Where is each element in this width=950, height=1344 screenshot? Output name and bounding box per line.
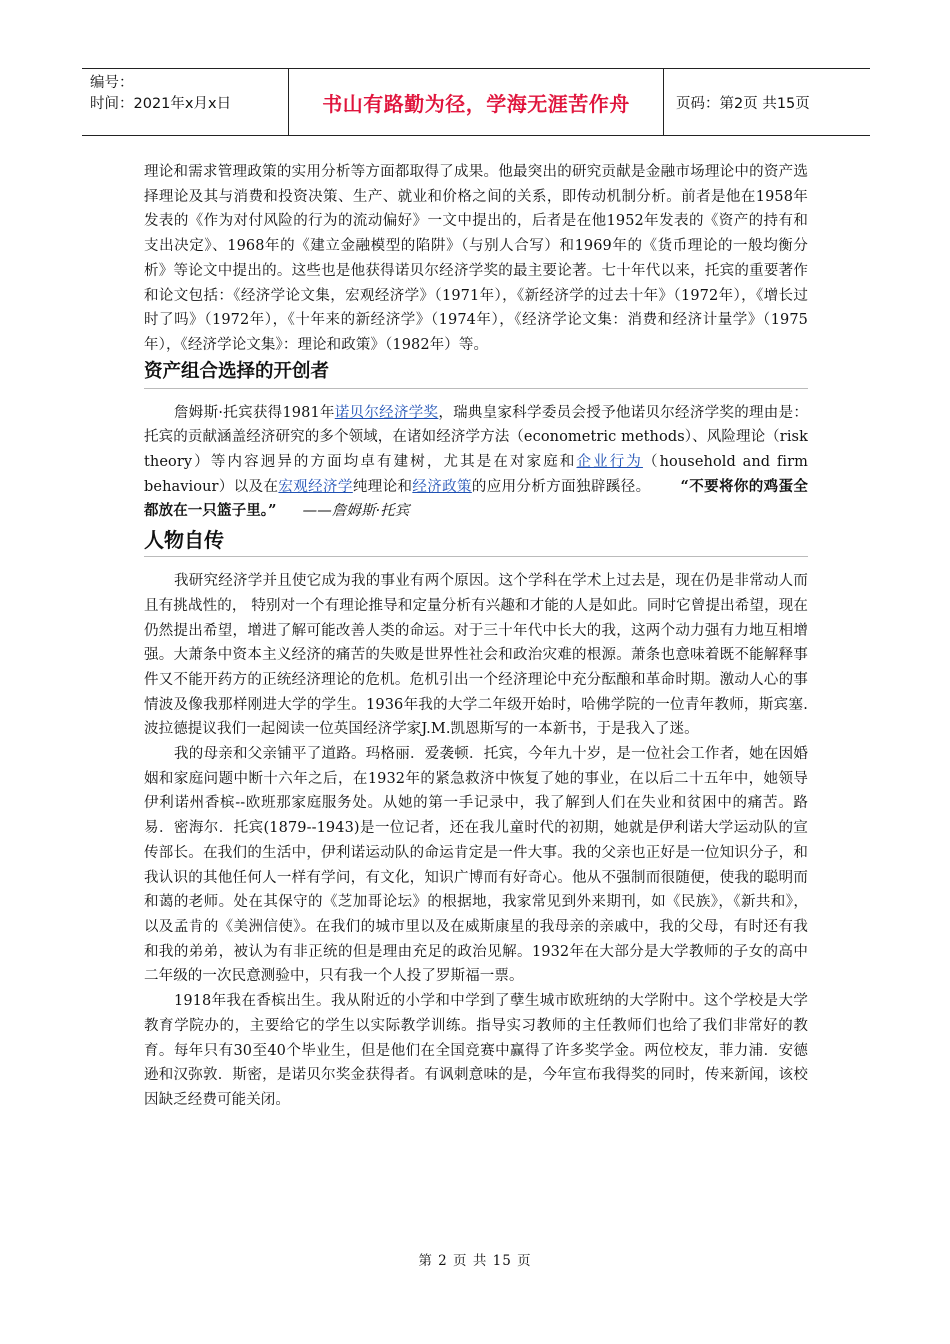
text-run: 的应用分析方面独辟蹊径。	[471, 478, 651, 495]
autobiography-paragraph: 我的母亲和父亲铺平了道路。玛格丽．爱袭顿．托宾，今年九十岁，是一位社会工作者，她在因婚姻和家庭问题中断十六年之后，在1932年的紧急救济中恢复了她的事业，在以后二十五年中，她领导伊利诺州香槟--欧班那家庭服务处。从她的第一手记录中，我了解到人们在失业和贫困中的痛苦。路易．密海尔．托宾(1879--1943)是一位记者，还在我儿童时代的初期，她就是伊利诺大学运动队的宣传部长。在我们的生活中，伊利诺运动队的命运肯定是一件大事。我的父亲也正好是一位知识分子，和我认识的其他任何人一样有学问，有文化，知识广博而有好奇心。他从不强制而很随便，使我的聪明而和蔼的老师。处在其保守的《芝加哥论坛》的根据地，我家常见到外来期刊，如《民族》，《新共和》，以及孟肯的《美洲信使》。在我们的城市里以及在威斯康星的我母亲的亲戚中，我的父母，有时还有我和我的弟弟，被认为有非正统的但是理由充足的政治见解。1932年在大部分是大学教师的子女的高中二年级的一次民意测验中，只有我一个人投了罗斯福一票。	[144, 746, 808, 985]
quote-signature: ——詹姆斯·托宾	[302, 503, 410, 520]
intro-paragraph: 理论和需求管理政策的实用分析等方面都取得了成果。他最突出的研究贡献是金融市场理论中的资产选择理论及其与消费和投资决策、生产、就业和价格之间的关系，即传动机制分析。前者是他在1958年发表的《作为对付风险的行为的流动偏好》一文中提出的，后者是在他1952年发表的《资产的持有和支出决定》、1968年的《建立金融模型的陷阱》（与别人合写）和1969年的《货币理论的一般均衡分析》等论文中提出的。这些也是他获得诺贝尔经济学奖的最主要论著。七十年代以来，托宾的重要著作和论文包括：《经济学论文集，宏观经济学》（1971年），《新经济学的过去十年》（1972年），《增长过时了吗》（1972年），《十年来的新经济学》（1974年），《经济学论文集：消费和经济计量学》（1975年），《经济学论文集》：理论和政策》（1982年）等。	[144, 164, 808, 353]
section1-paragraph	[144, 401, 808, 525]
link-firm-behaviour[interactable]: 企业行为	[576, 454, 643, 471]
code-label: 编号：	[90, 75, 134, 91]
text-run: 詹姆斯·托宾获得1981年	[174, 404, 335, 421]
header-page-info: 页码：第2页 共15页	[676, 95, 810, 112]
header-meta	[82, 69, 289, 135]
section-title-portfolio: 资产组合选择的开创者	[144, 358, 808, 389]
text-run: 纯理论和	[352, 478, 413, 495]
link-macroeconomics[interactable]: 宏观经济学	[278, 478, 353, 495]
link-economic-policy[interactable]: 经济政策	[412, 478, 472, 495]
text-run: （household and firm behaviour）以及在	[144, 454, 808, 495]
section-title-autobiography: 人物自传	[144, 526, 808, 557]
autobiography-paragraph: 1918年我在香槟出生。我从附近的小学和中学到了孽生城市欧班纳的大学附中。这个学校是大学教育学院办的，主要给它的学生以实际教学训练。指导实习教师的主任教师们也给了我们非常好的教育。每年只有30至40个毕业生，但是他们在全国竞赛中赢得了许多奖学金。两位校友，菲力浦．安德逊和汉弥敦．斯密，是诺贝尔奖金获得者。有讽刺意味的是，今年宣布我得奖的同时，传来新闻，该校因缺乏经费可能关闭。	[144, 993, 808, 1108]
quote: “不要将你的鸡蛋全都放在一只篮子里。”	[144, 477, 808, 520]
link-nobel-economics[interactable]: 诺贝尔经济学奖	[334, 404, 439, 421]
header-motto: 书山有路勤为径，学海无涯苦作舟	[289, 69, 664, 135]
document-body	[144, 160, 808, 1113]
page-footer: 第 2 页 共 15 页	[418, 1253, 532, 1269]
time-label: 时间：2021年x月x日	[90, 96, 232, 112]
page-header	[82, 68, 870, 136]
autobiography-paragraph: 我研究经济学并且使它成为我的事业有两个原因。这个学科在学术上过去是，现在仍是非常动人而且有挑战性的， 特别对一个有理论推导和定量分析有兴趣和才能的人是如此。同时它曾提出希望，现在仍然提出希望，增进了解可能改善人类的命运。对于三十年代中长大的我，这两个动力强有力地互相增强。大萧条中资本主义经济的痛苦的失败是世界性社会和政治灾难的根源。萧条也意味着既不能解释事件又不能开药方的正统经济理论的危机。危机引出一个经济理论中充分酝酿和革命时期。激动人心的事情波及像我那样刚进大学的学生。1936年我的大学二年级开始时，哈佛学院的一位青年教师，斯宾塞.波拉德提议我们一起阅读一位英国经济学家J.M.凯恩斯写的一本新书，于是我入了迷。	[144, 573, 808, 738]
text-run: ，瑞典皇家科学委员会授予他诺贝尔经济学奖的理由是：托宾的贡献涵盖经济研究的多个领域，在诸如经济学方法（econometric methods）、风险理论（risk theory）等内容迥异的方面均卓有建树，尤其是在对家庭和	[144, 404, 808, 471]
